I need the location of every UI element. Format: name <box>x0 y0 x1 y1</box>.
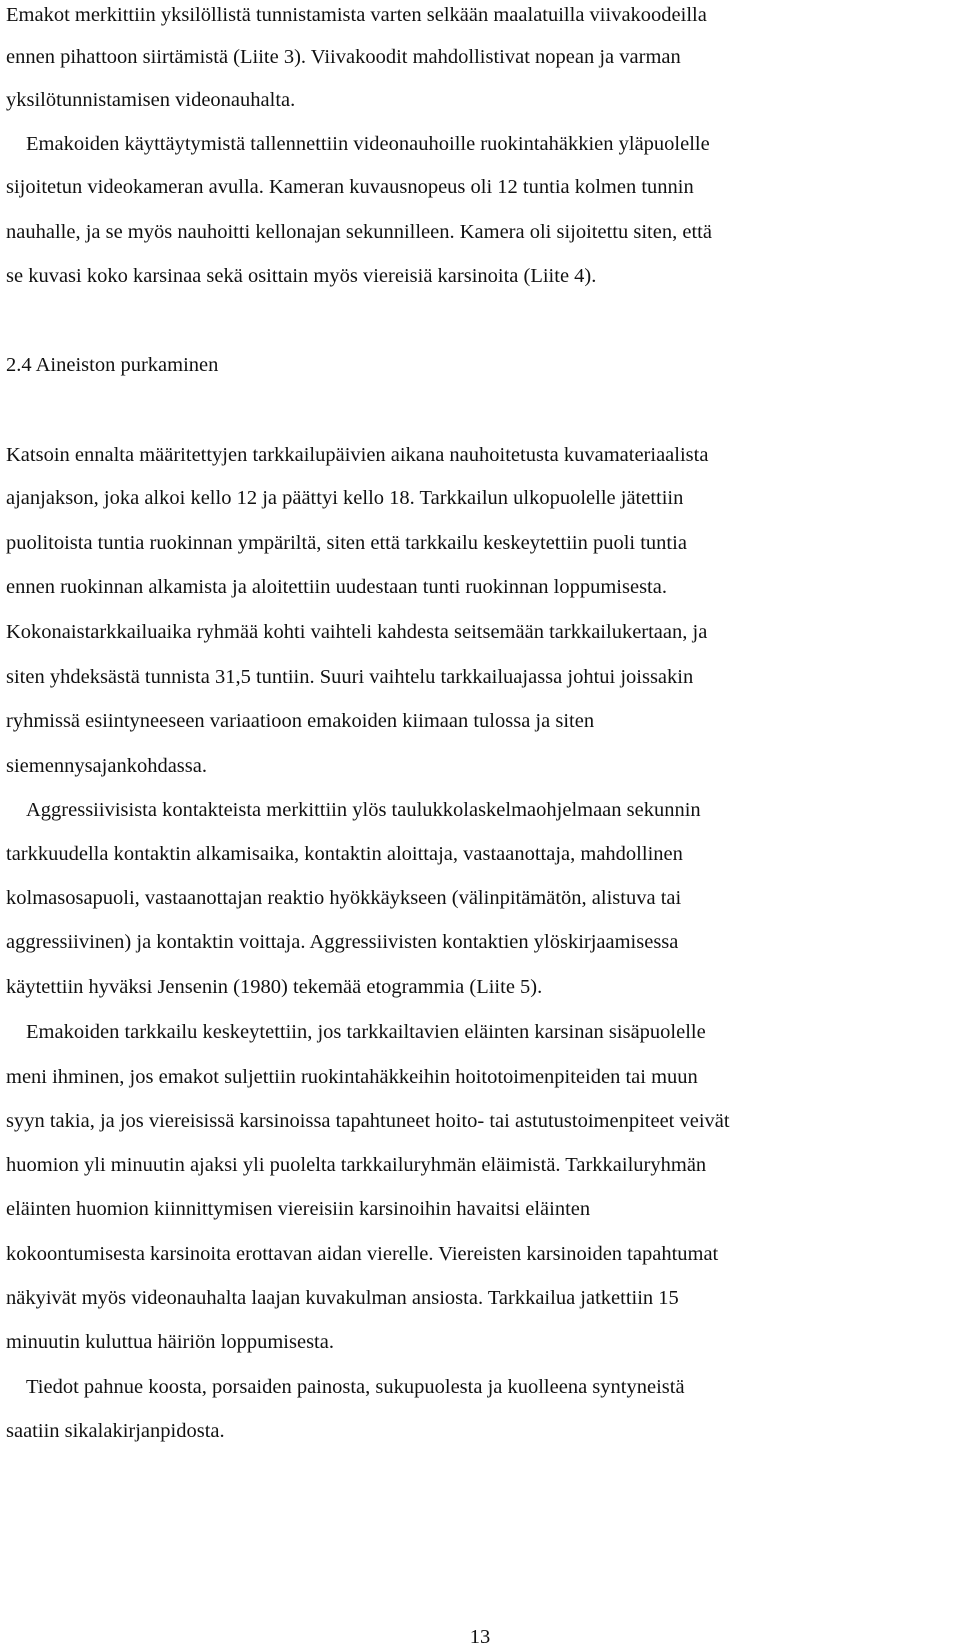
text-line: kokoontumisesta karsinoita erottavan aidan vierelle. Viereisten karsinoiden tapahtumat <box>6 1243 719 1265</box>
text-line: saatiin sikalakirjanpidosta. <box>6 1420 225 1442</box>
text-line: puolitoista tuntia ruokinnan ympäriltä, siten että tarkkailu keskeytettiin puoli tuntia <box>6 532 687 554</box>
text-line: ennen pihattoon siirtämistä (Liite 3). Viivakoodit mahdollistivat nopean ja varman <box>6 46 681 68</box>
text-line: Tiedot pahnue koosta, porsaiden painosta, sukupuolesta ja kuolleena syntyneistä <box>26 1376 685 1398</box>
text-line: Emakoiden käyttäytymistä tallennettiin videonauhoille ruokintahäkkien yläpuolelle <box>26 133 710 155</box>
text-line: kolmasosapuoli, vastaanottajan reaktio hyökkäykseen (välinpitämätön, alistuva tai <box>6 887 682 909</box>
text-line: siemennysajankohdassa. <box>6 755 207 777</box>
page-number: 13 <box>469 1626 491 1648</box>
text-line: ennen ruokinnan alkamista ja aloitettiin uudestaan tunti ruokinnan loppumisesta. <box>6 576 667 598</box>
text-line: Emakot merkittiin yksilöllistä tunnistamista varten selkään maalatuilla viivakoodeilla <box>6 4 707 26</box>
text-line: syyn takia, ja jos viereisissä karsinoissa tapahtuneet hoito- tai astutustoimenpiteet veivät <box>6 1110 730 1132</box>
text-line: meni ihminen, jos emakot suljettiin ruokintahäkkeihin hoitotoimenpiteiden tai muun <box>6 1066 698 1088</box>
text-line: tarkkuudella kontaktin alkamisaika, kontaktin aloittaja, vastaanottaja, mahdollinen <box>6 843 683 865</box>
text-line: ajanjakson, joka alkoi kello 12 ja päättyi kello 18. Tarkkailun ulkopuolelle jätettiin <box>6 487 684 509</box>
text-line: Kokonaistarkkailuaika ryhmää kohti vaihteli kahdesta seitsemään tarkkailukertaan, ja <box>6 621 708 643</box>
text-line: sijoitetun videokameran avulla. Kameran kuvausnopeus oli 12 tuntia kolmen tunnin <box>6 176 694 198</box>
text-line: eläinten huomion kiinnittymisen viereisiin karsinoihin havaitsi eläinten <box>6 1198 591 1220</box>
text-line: se kuvasi koko karsinaa sekä osittain myös viereisiä karsinoita (Liite 4). <box>6 265 597 287</box>
text-line: käytettiin hyväksi Jensenin (1980) tekemää etogrammia (Liite 5). <box>6 976 543 998</box>
text-line: minuutin kuluttua häiriön loppumisesta. <box>6 1331 334 1353</box>
section-heading: 2.4 Aineiston purkaminen <box>6 354 219 376</box>
text-line: aggressiivinen) ja kontaktin voittaja. Aggressiivisten kontaktien ylöskirjaamisessa <box>6 931 679 953</box>
text-line: Katsoin ennalta määritettyjen tarkkailupäivien aikana nauhoitetusta kuvamateriaalista <box>6 444 709 466</box>
text-line: ryhmissä esiintyneeseen variaatioon emakoiden kiimaan tulossa ja siten <box>6 710 595 732</box>
text-line: siten yhdeksästä tunnista 31,5 tuntiin. Suuri vaihtelu tarkkailuajassa johtui joissakin <box>6 666 694 688</box>
text-line: Aggressiivisista kontakteista merkittiin ylös taulukkolaskelmaohjelmaan sekunnin <box>26 799 701 821</box>
text-line: näkyivät myös videonauhalta laajan kuvakulman ansiosta. Tarkkailua jatkettiin 15 <box>6 1287 679 1309</box>
text-line: huomion yli minuutin ajaksi yli puolelta tarkkailuryhmän eläimistä. Tarkkailuryhmän <box>6 1154 707 1176</box>
text-line: nauhalle, ja se myös nauhoitti kellonajan sekunnilleen. Kamera oli sijoitettu siten, että <box>6 221 712 243</box>
text-line: Emakoiden tarkkailu keskeytettiin, jos tarkkailtavien eläinten karsinan sisäpuolelle <box>26 1021 706 1043</box>
text-line: yksilötunnistamisen videonauhalta. <box>6 89 296 111</box>
